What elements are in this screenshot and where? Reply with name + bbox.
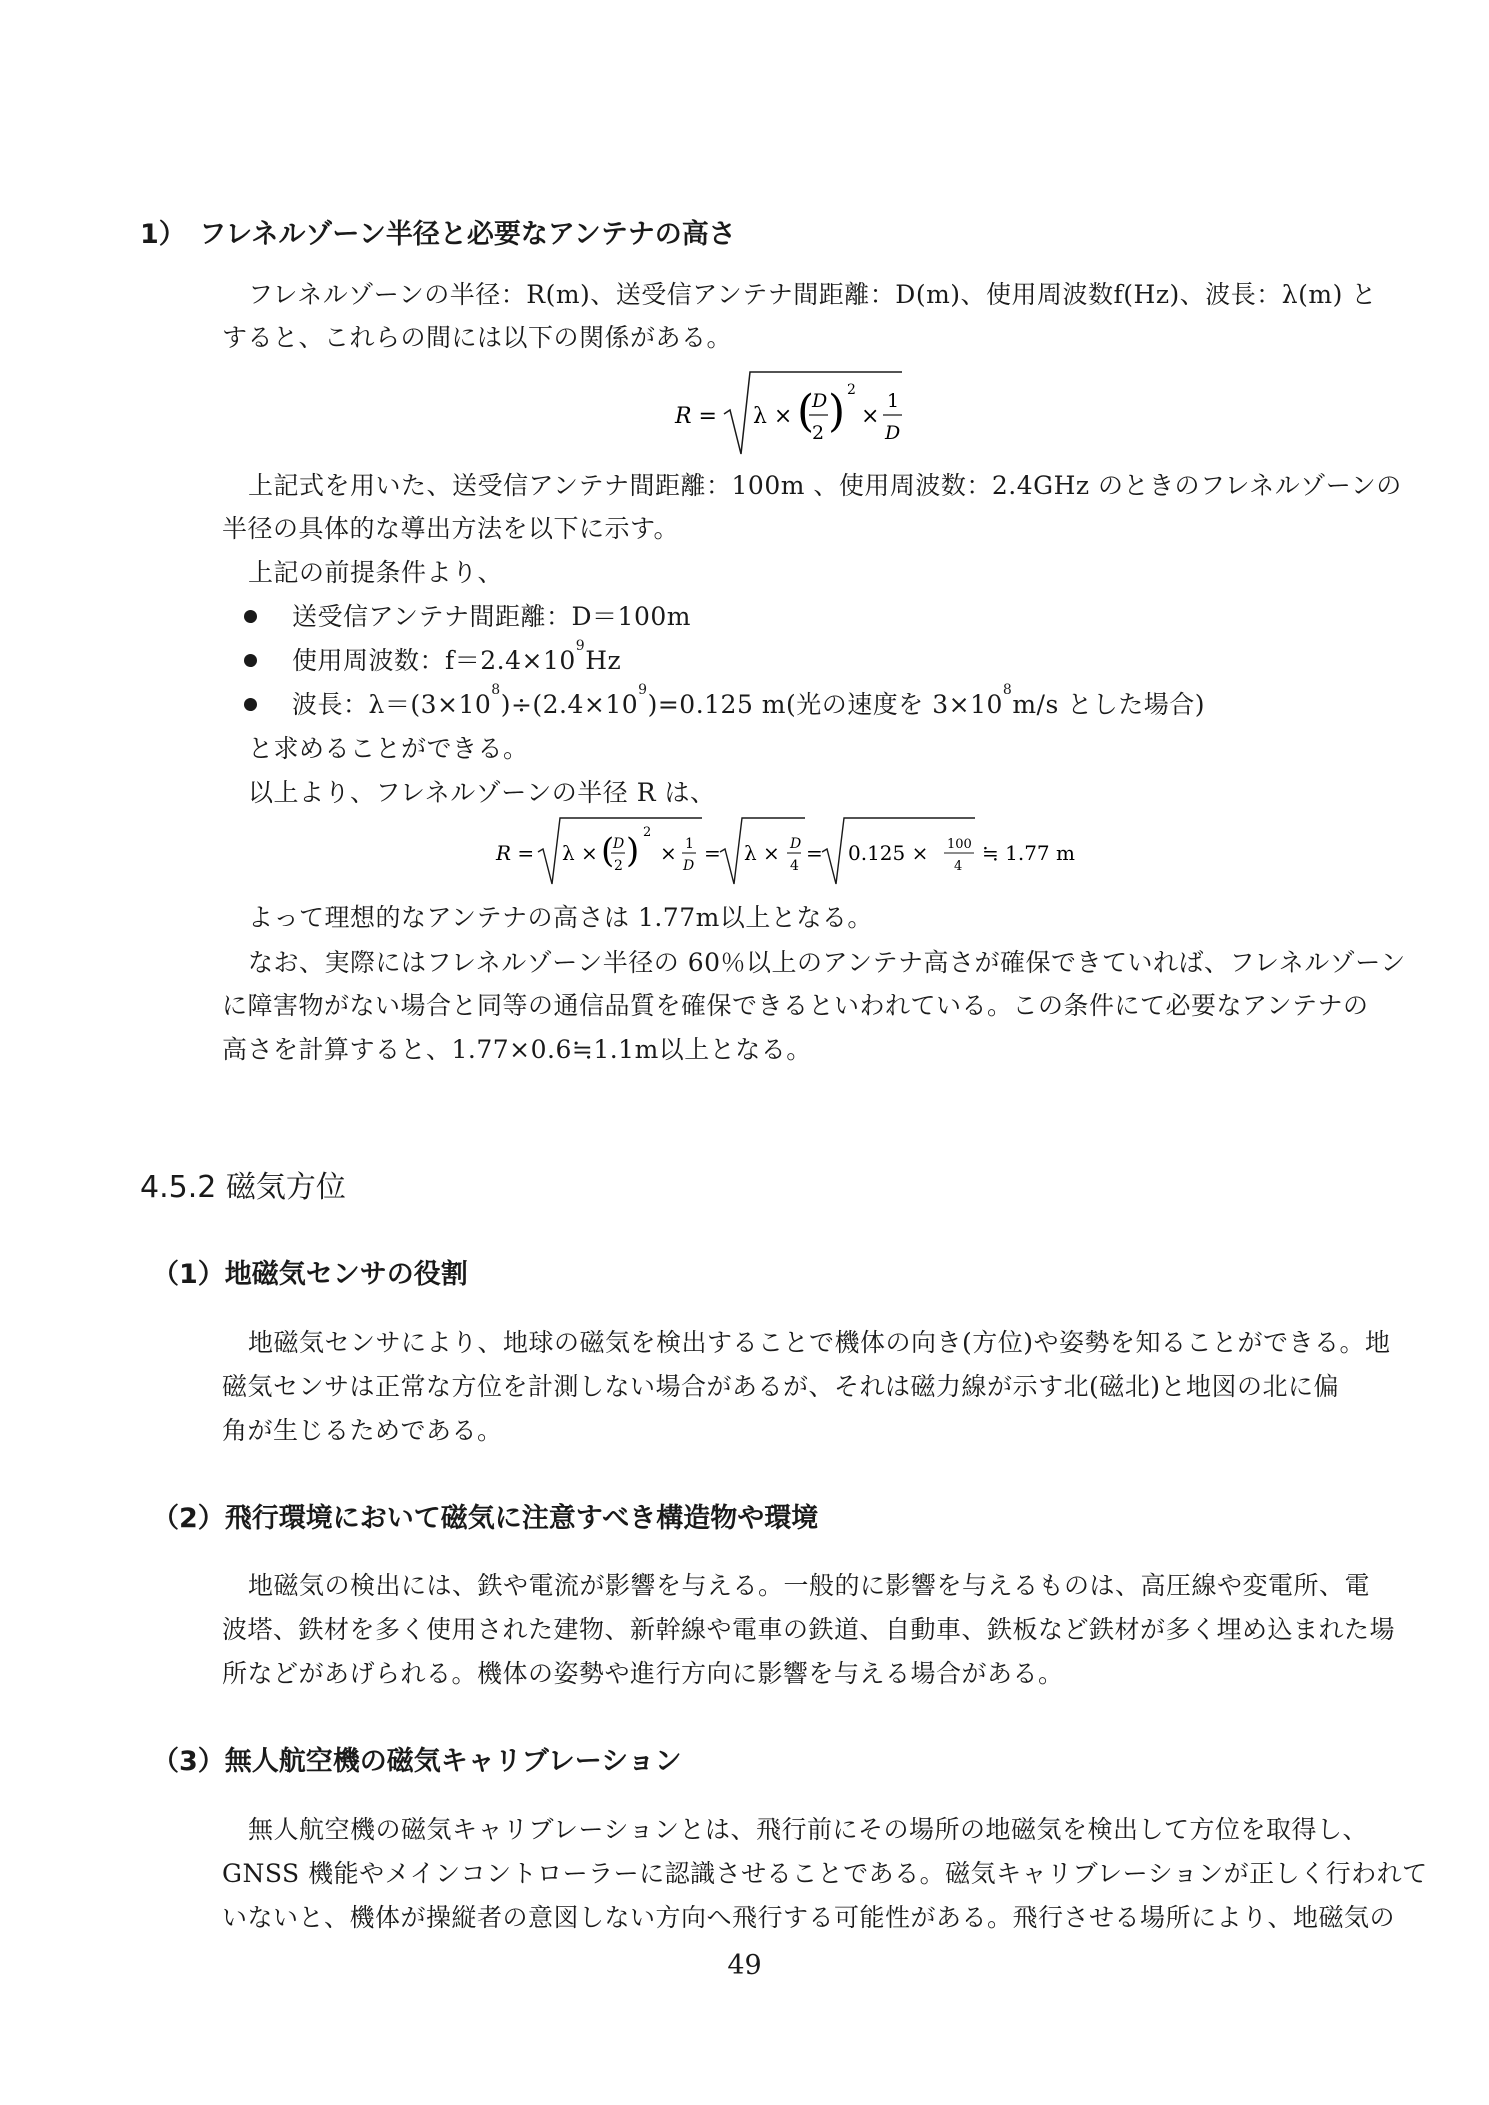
fraction-numerator: D bbox=[613, 836, 625, 852]
bullet-item bbox=[292, 638, 622, 677]
exponent: 2 bbox=[847, 382, 856, 398]
section-heading-fresnel: 1） フレネルゾーン半径と必要なアンテナの高さ bbox=[140, 219, 736, 250]
paragraph-line: 半径の具体的な導出方法を以下に示す。 bbox=[222, 514, 680, 543]
formula-lhs: R = bbox=[675, 404, 717, 429]
paragraph-line: 高さを計算すると、1.77×0.6≒1.1m以上となる。 bbox=[222, 1035, 812, 1064]
superscript: 9 bbox=[575, 638, 586, 654]
paren-close: ) bbox=[828, 386, 846, 437]
bullet-item: 送受信アンテナ間距離：D＝100m bbox=[292, 602, 691, 631]
fraction-denominator: D bbox=[683, 858, 695, 874]
superscript: 8 bbox=[1002, 682, 1013, 698]
page-number: 49 bbox=[727, 1950, 762, 1981]
formula-term: λ × bbox=[753, 404, 793, 429]
bullet-item bbox=[292, 682, 1205, 721]
paragraph-line: に障害物がない場合と同等の通信品質を確保できるといわれている。この条件にて必要なアンテナの bbox=[222, 991, 1369, 1020]
paragraph-line: すると、これらの間には以下の関係がある。 bbox=[222, 323, 733, 352]
fresnel-radius-formula bbox=[660, 362, 920, 462]
fraction-numerator: D bbox=[812, 390, 828, 412]
paragraph-line: 波塔、鉄材を多く使用された建物、新幹線や電車の鉄道、自動車、鉄板など鉄材が多く埋め込まれた場 bbox=[222, 1615, 1396, 1644]
formula-operator: = bbox=[806, 841, 823, 865]
bullet-dot bbox=[244, 654, 257, 667]
paragraph-line: よって理想的なアンテナの高さは 1.77m以上となる。 bbox=[248, 903, 873, 932]
bullet-text: )=0.125 m(光の速度を 3×10 bbox=[647, 690, 1003, 719]
bullet-dot bbox=[244, 698, 257, 711]
formula-operator: × bbox=[660, 841, 677, 865]
subsection-heading: （2）飛行環境において磁気に注意すべき構造物や環境 bbox=[152, 1503, 819, 1534]
paragraph-line: いないと、機体が操縦者の意図しない方向へ飛行する可能性がある。飛行させる場所により、地磁気の bbox=[222, 1903, 1396, 1932]
paragraph-line: 角が生じるためである。 bbox=[222, 1416, 503, 1445]
paragraph-line: 地磁気の検出には、鉄や電流が影響を与える。一般的に影響を与えるものは、高圧線や変電所、電 bbox=[248, 1571, 1371, 1600]
bullet-text: m/s とした場合) bbox=[1012, 690, 1205, 719]
bullet-text: 波長：λ＝(3×10 bbox=[292, 690, 492, 719]
formula-operator: = bbox=[704, 841, 721, 865]
superscript: 8 bbox=[491, 682, 501, 698]
paragraph-line: 所などがあげられる。機体の姿勢や進行方向に影響を与える場合がある。 bbox=[222, 1659, 1064, 1688]
paragraph-line: 上記の前提条件より、 bbox=[248, 558, 504, 587]
formula-term: λ × bbox=[562, 841, 598, 865]
fraction-denominator: D bbox=[885, 422, 901, 444]
fraction-denominator: 4 bbox=[954, 859, 963, 874]
bullet-dot bbox=[244, 610, 257, 623]
exponent: 2 bbox=[643, 825, 652, 840]
formula-result: ≒ 1.77 m bbox=[982, 841, 1075, 865]
paragraph-line: フレネルゾーンの半径：R(m)、送受信アンテナ間距離：D(m)、使用周波数f(Hz)、波長：λ(m) と bbox=[248, 280, 1377, 309]
fraction-denominator: 2 bbox=[812, 422, 825, 444]
paragraph-line: 地磁気センサにより、地球の磁気を検出することで機体の向き(方位)や姿勢を知ることができる。地 bbox=[248, 1328, 1391, 1357]
paren-close: ) bbox=[626, 831, 640, 871]
paragraph-line: 以上より、フレネルゾーンの半径 R は、 bbox=[248, 778, 716, 807]
fraction-numerator: 1 bbox=[685, 836, 694, 852]
bullet-text: 使用周波数：f＝2.4×10 bbox=[292, 646, 576, 675]
formula-term: 0.125 × bbox=[848, 841, 929, 865]
paren-open: ( bbox=[797, 386, 815, 437]
subsection-heading: （3）無人航空機の磁気キャリブレーション bbox=[152, 1746, 682, 1777]
paren-open: ( bbox=[601, 831, 615, 871]
fraction-numerator: 1 bbox=[887, 390, 900, 412]
fraction-numerator: D bbox=[790, 836, 802, 852]
paragraph-line: GNSS 機能やメインコントローラーに認識させることである。磁気キャリブレーションが正しく行われて bbox=[222, 1859, 1428, 1888]
fraction-numerator: 100 bbox=[947, 837, 972, 852]
paragraph-line: 無人航空機の磁気キャリブレーションとは、飛行前にその場所の地磁気を検出して方位を取得し、 bbox=[248, 1815, 1369, 1844]
formula-term: λ × bbox=[744, 841, 780, 865]
fraction-denominator: 4 bbox=[790, 858, 799, 874]
paragraph-line: と求めることができる。 bbox=[248, 734, 529, 763]
subsection-heading: （1）地磁気センサの役割 bbox=[152, 1259, 468, 1290]
paragraph-line: なお、実際にはフレネルゾーン半径の 60％以上のアンテナ高さが確保できていれば、フレネルゾーン bbox=[248, 948, 1406, 977]
formula-operator: × bbox=[861, 404, 880, 429]
formula-lhs: R = bbox=[496, 841, 535, 865]
fresnel-calculation-formula bbox=[480, 808, 1120, 890]
paragraph-line: 上記式を用いた、送受信アンテナ間距離：100m 、使用周波数：2.4GHz のときのフレネルゾーンの bbox=[248, 471, 1402, 500]
section-heading-magnetic-bearing: 4.5.2 磁気方位 bbox=[140, 1170, 346, 1205]
paragraph-line: 磁気センサは正常な方位を計測しない場合があるが、それは磁力線が示す北(磁北)と地図の北に偏 bbox=[222, 1372, 1340, 1401]
superscript: 9 bbox=[638, 682, 648, 698]
bullet-text: )÷(2.4×10 bbox=[500, 690, 639, 719]
bullet-text: Hz bbox=[585, 646, 622, 675]
fraction-denominator: 2 bbox=[614, 858, 623, 874]
